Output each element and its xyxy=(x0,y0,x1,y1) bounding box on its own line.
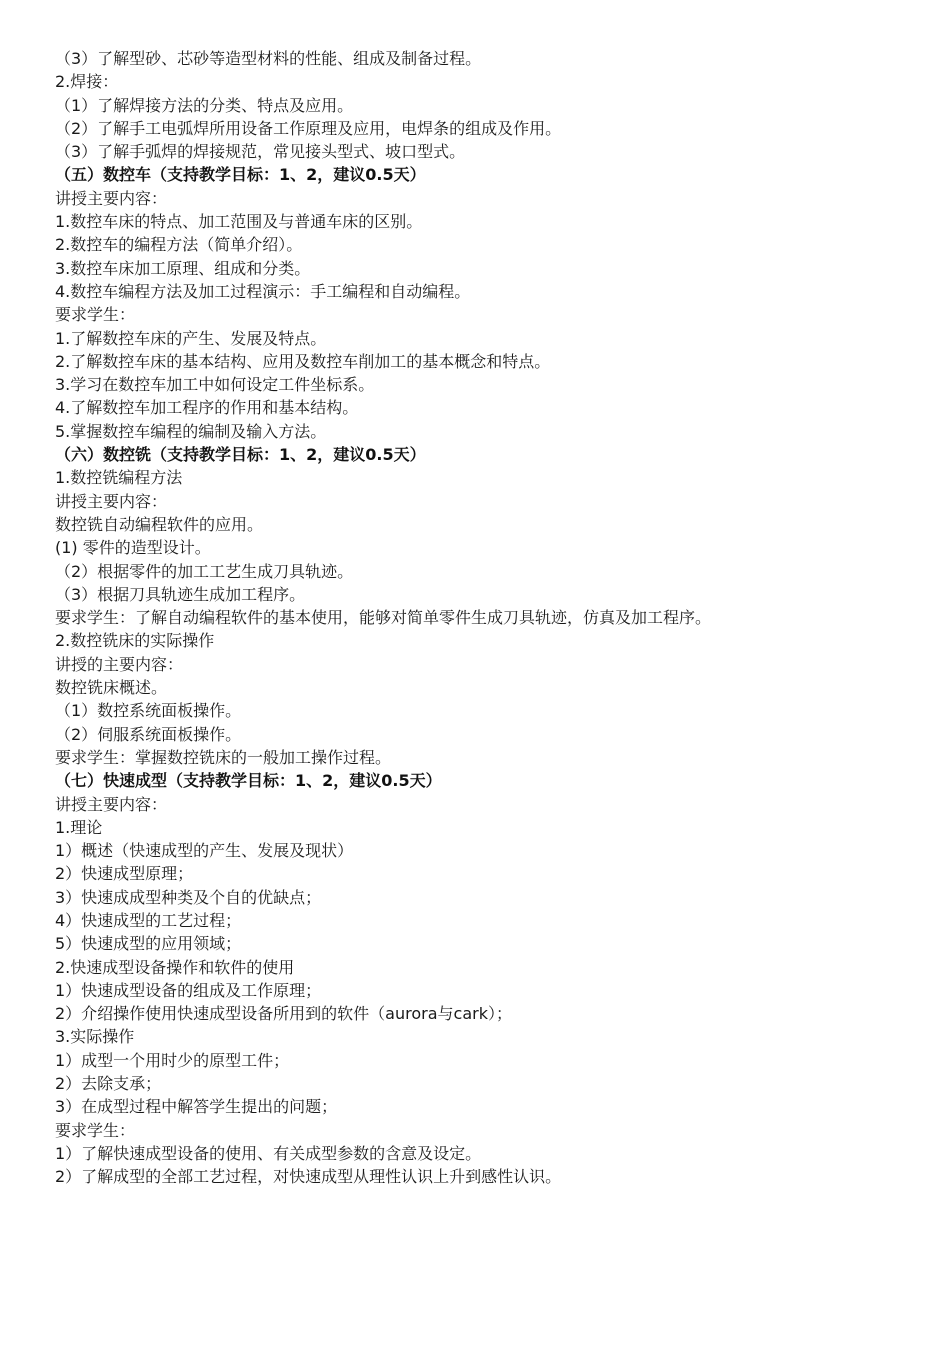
section-heading: （六）数控铣（支持教学目标：1、2，建议0.5天） xyxy=(55,445,426,465)
text-line: 3.学习在数控车加工中如何设定工件坐标系。 xyxy=(55,375,375,395)
text-line: 要求学生：了解自动编程软件的基本使用，能够对简单零件生成刀具轨迹，仿真及加工程序。 xyxy=(55,608,712,628)
text-line: (1) 零件的造型设计。 xyxy=(55,538,211,558)
section-heading: （五）数控车（支持教学目标：1、2，建议0.5天） xyxy=(55,165,426,185)
text-line: 要求学生：掌握数控铣床的一般加工操作过程。 xyxy=(55,747,392,767)
text-line: 讲授的主要内容： xyxy=(55,654,184,674)
text-line: 2）介绍操作使用快速成型设备所用到的软件（aurora与cark）； xyxy=(55,1004,512,1024)
text-line: 1.理论 xyxy=(55,817,103,837)
text-line: 数控铣自动编程软件的应用。 xyxy=(55,514,264,534)
text-line: 4.了解数控车加工程序的作用和基本结构。 xyxy=(55,398,359,418)
text-line: 2）了解成型的全部工艺过程，对快速成型从理性认识上升到感性认识。 xyxy=(55,1167,562,1187)
text-line: 2.数控铣床的实际操作 xyxy=(55,631,215,651)
text-line: 2.了解数控车床的基本结构、应用及数控车削加工的基本概念和特点。 xyxy=(55,351,551,371)
text-line: （1）数控系统面板操作。 xyxy=(55,701,242,721)
document-body xyxy=(55,47,935,1189)
text-line: 2.快速成型设备操作和软件的使用 xyxy=(55,957,295,977)
text-line: 2）快速成型原理； xyxy=(55,864,194,884)
text-line: 1）概述（快速成型的产生、发展及现状） xyxy=(55,841,354,861)
text-line: 3）快速成成型种类及个自的优缺点； xyxy=(55,887,322,907)
text-line: （2）伺服系统面板操作。 xyxy=(55,724,242,744)
text-line: 要求学生： xyxy=(55,1120,136,1140)
text-line: 2.数控车的编程方法（简单介绍）。 xyxy=(55,235,303,255)
text-line: 4）快速成型的工艺过程； xyxy=(55,910,242,930)
text-line: （2）了解手工电弧焊所用设备工作原理及应用，电焊条的组成及作用。 xyxy=(55,118,562,138)
text-line: 3.实际操作 xyxy=(55,1027,135,1047)
text-line: （3）根据刀具轨迹生成加工程序。 xyxy=(55,584,306,604)
text-line: 1）了解快速成型设备的使用、有关成型参数的含意及设定。 xyxy=(55,1143,482,1163)
text-line: 要求学生： xyxy=(55,305,136,325)
text-line: 5.掌握数控车编程的编制及输入方法。 xyxy=(55,421,327,441)
text-line: 1.了解数控车床的产生、发展及特点。 xyxy=(55,328,327,348)
text-line: 2.焊接： xyxy=(55,72,119,92)
text-line: （2）根据零件的加工工艺生成刀具轨迹。 xyxy=(55,561,354,581)
text-line: 5）快速成型的应用领域； xyxy=(55,934,242,954)
text-line: 数控铣床概述。 xyxy=(55,678,168,698)
text-line: 2）去除支承； xyxy=(55,1074,162,1094)
text-line: （3）了解型砂、芯砂等造型材料的性能、组成及制备过程。 xyxy=(55,49,482,68)
text-line: 4.数控车编程方法及加工过程演示：手工编程和自动编程。 xyxy=(55,281,471,301)
text-line: （1）了解焊接方法的分类、特点及应用。 xyxy=(55,95,354,115)
text-line: 1）成型一个用时少的原型工件； xyxy=(55,1050,290,1070)
section-heading: （七）快速成型（支持教学目标：1、2，建议0.5天） xyxy=(55,771,442,791)
text-line: 讲授主要内容： xyxy=(55,491,168,511)
text-line: 讲授主要内容： xyxy=(55,794,168,814)
text-line: 3）在成型过程中解答学生提出的问题； xyxy=(55,1097,338,1117)
text-line: 3.数控车床加工原理、组成和分类。 xyxy=(55,258,311,278)
text-line: 1.数控铣编程方法 xyxy=(55,468,183,488)
text-line: 讲授主要内容： xyxy=(55,188,168,208)
text-line: （3）了解手弧焊的焊接规范，常见接头型式、坡口型式。 xyxy=(55,142,466,162)
text-line: 1.数控车床的特点、加工范围及与普通车床的区别。 xyxy=(55,212,423,232)
text-line: 1）快速成型设备的组成及工作原理； xyxy=(55,980,322,1000)
